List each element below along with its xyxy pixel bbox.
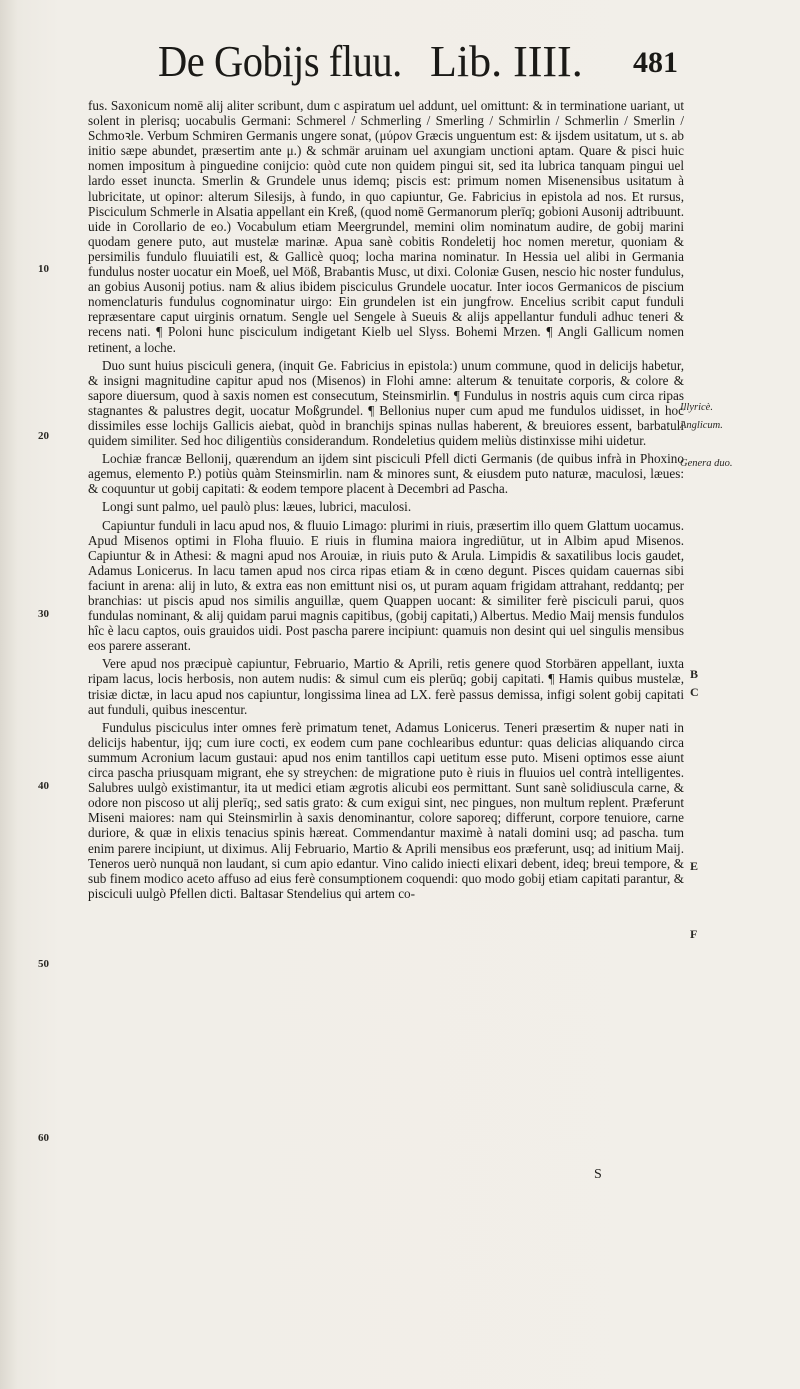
page-number: 481 <box>633 46 678 79</box>
paragraph-culinary: Fundulus pisciculus inter omnes ferè primatum tenet, Adamus Lonicerus. Teneri præsertim & nuper nati in delicijs habentur, ijq; cum iure cocti, ex eodem cum pane cochlearibus eduntur: quas delicias aliquando circa summum Acronium lacum gustaui: apud nos enim tantillos capi uetitum esse puto. Miseni optimos esse aiunt circa pascha priusquam migrant, ehe sy streychen: de migratione puto è riuis in fluuios uel contrà intelligentes. Salubres uulgò existimantur, ita ut medici etiam ægrotis alicubi eos permittant. Sunt sanè solidiuscula carne, & odore non piscoso ut alij plerīq;, sed satis grato: & cum exigui sint, nec pingues, non multum replent. Præferunt Miseni maiores: nam qui Steinsmirlin à saxis denominantur, colore saporeq; differunt, corpore tenuiore, carne duriore, & quæ in elixis tenacius spinis hæreat. Commendantur maximè à natali domini usq; ad pascha. tum enim parere incipiunt, ut diximus. Alij Februario, Martio & Aprili mensibus eos præferunt, usq; ad initium Maij. Teneros uerò nunquā non laudant, si cum apio edantur. Vino calido iniecti elixari debent, ideq; breui tempore, & sub finem modico aceto affuso ad eius ferè consumptionem coquendi: quo modo gobij etiam capitati parantur, & pisciculi uulgò Pfellen dicti. Baltasar Stendelius qui artem co- <box>88 719 684 901</box>
main-text-column <box>88 98 684 904</box>
line-number-10: 10 <box>38 263 49 275</box>
line-number-50: 50 <box>38 958 49 970</box>
paragraph-nomenclature: fus. Saxonicum nomē alij aliter scribunt, dum c aspiratum uel addunt, uel omittunt: & in terminatione uariant, ut solent in plerisq; uocabulis Germani: Schmerel / Schmerling / Smerling / Schmirlin / Schmerlin / Smerlin / Schmoꝛle. Verbum Schmiren Germanis ungere sonat, (μύρον Græcis unguentum est: & ijsdem usitatum, ut s. ab initio sæpe abundet, præsertim ante μ.) & schmär aruinam uel axungiam unctioni aptam. Quare & pisci huic nomen impositum à pinguedine conijcio: quòd cute non quidem pingui sit, sed ita lubrica tanquam pingui uel lardo esset inuncta. Smerlin & Grundele unus idemq; piscis est: primum nomen Misenensibus usitatum à lubricitate, ut opinor: alterum Silesijs, à fundo, in quo capiuntur, Ge. Fabricius in epistola ad nos. Et rursus, Pisciculum Schmerle in Alsatia appellant ein Kreß, (quod nomē Germanorum plerīq; gobioni Ausonij adtribuunt. uide in Corollario de eo.) Vocabulum etiam Meergrundel, memini olim nominatum audire, de gobij marini quodam genere puto, aut mustelæ marinæ. Apua sanè cobitis Rondeletij hoc nomen meretur, quoniam & persimilis fundulo fluuiatili est, & Gallicè quoq; locha marina nominatur. In Hessia uel alibi in Germania fundulus noster uocatur ein Moeß, uel Möß, Brabantis Musc, ut dixi. Coloniæ Gusen, nescio hic noster fundulus, an gobius Ausonij potius. nam & alius ibidem pisciculus Grundele uocatur. Inter iocos Germanicos de piscium nomenclaturis fundulus cognominatur uirgo: Ein grundelen ist ein jungfrow. Encelius scribit caput funduli repræsentare caput uirginis ornatum. Sengle uel Sengele à Sueuis & alijs appellantur funduli adhuc teneri & recens nati. ¶ Poloni hunc pisciculum indigetant Kielb uel Slyss. Bohemi Mrzen. ¶ Angli Gallicum nomen retinent, a loche. <box>88 98 684 355</box>
header-title: De Gobijs fluu. <box>158 37 402 86</box>
line-number-60: 60 <box>38 1132 49 1144</box>
margin-note-genera-duo: Genera duo. <box>680 458 733 469</box>
margin-letter-e: E <box>690 859 699 873</box>
paragraph-habitat: Capiuntur funduli in lacu apud nos, & fluuio Limago: plurimi in riuis, præsertim illo quem Glattum uocamus. Apud Misenos optimi in Floha fluuio. E riuis in flumina maiora ingrediūtur, ut in Albim apud Misenos. Capiuntur & in Athesi: & magni apud nos Arouiæ, in riuis puto & Arula. Limpidis & saxatilibus locis gaudet, Adamus Lonicerus. In lacu tamen apud nos circa ripas etiam & in cœno degunt. Pisces quidam cauernas sibi faciunt in arena: alij in luto, & extra eas non emittunt nisi os, ut puram aquam frigidam attrahant, reddantq; per branchias: ut piscis apud nos similis anguillæ, quem Quappen uocant: & similiter ferè pisciculi parui, quos fundulas nominant, & alij quidam parui magnis capitibus, (gobij capitati,) Albertus. Medio Maij mensis fundulos hîc è lacu captos, ouis grauidos uidi. Post pascha parere incipiunt: quamuis non desint qui uel singulis mensibus eos parere asserant. <box>88 517 684 654</box>
margin-note-illyrica: Illyricè. <box>680 402 713 413</box>
header-book-number: Lib. IIII. <box>430 37 583 86</box>
line-number-40: 40 <box>38 780 49 792</box>
paragraph-description: Longi sunt palmo, uel paulò plus: læues, lubrici, maculosi. <box>102 499 412 515</box>
margin-letter-f: F <box>690 927 698 941</box>
line-number-20: 20 <box>38 430 49 442</box>
running-header <box>158 37 678 96</box>
paragraph-genera: Duo sunt huius pisciculi genera, (inquit Ge. Fabricius in epistola:) unum commune, quod in delicijs habetur, & insigni magnitudine capitur apud nos (Misenos) in Flohi amne: alterum & tenuitate corporis, & colore & sapore diuersum, quod à saxis nomen est consecutum, Steinsmirlin. ¶ Fundulus in nostris aquis cum circa ripas stagnantes & palustres degit, uocatur Moßgrundel. ¶ Bellonius nuper cum apud me fundulos uidisset, in hoc dissimiles esse lochijs Gallicis aiebat, quòd in branchijs spinas nullas haberent, & breuiores essent, barbatuli quidem similiter. Sed hoc diligentiùs considerandum. Rondeletius quidem meliùs distinxisse mihi uidetur. <box>88 357 684 449</box>
paragraph-capture: Vere apud nos præcipuè capiuntur, Februario, Martio & Aprili, retis genere quod Storbären appellant, iuxta ripam lacus, locis herbosis, non autem nudis: & simul cum eis plerūq; gobij capitati. ¶ Hamis quibus mustelæ, trisiæ dictæ, in lacu apud nos capiuntur, longissima linea ad LX. ferè passus demissa, infigi solent gobij capitati aut funduli, quibus inescentur. <box>88 656 684 717</box>
margin-note-anglicum: Anglicum. <box>680 420 723 431</box>
paragraph-lochiae: Lochiæ francæ Bellonij, quærendum an ijdem sint pisciculi Pfell dicti Germanis (de quibus infrà in Phoxino agemus, elemento P.) potiùs quàm Steinsmirlin. nam & minores sunt, & eiusdem puto naturæ, maculosi, læues: & coquuntur ut gobij capitati: & eodem tempore placent à Decembri ad Pascha. <box>88 451 684 497</box>
margin-letter-c: C <box>690 685 699 699</box>
signature-mark: S <box>594 1167 602 1182</box>
line-number-30: 30 <box>38 608 49 620</box>
margin-letter-b: B <box>690 667 699 681</box>
